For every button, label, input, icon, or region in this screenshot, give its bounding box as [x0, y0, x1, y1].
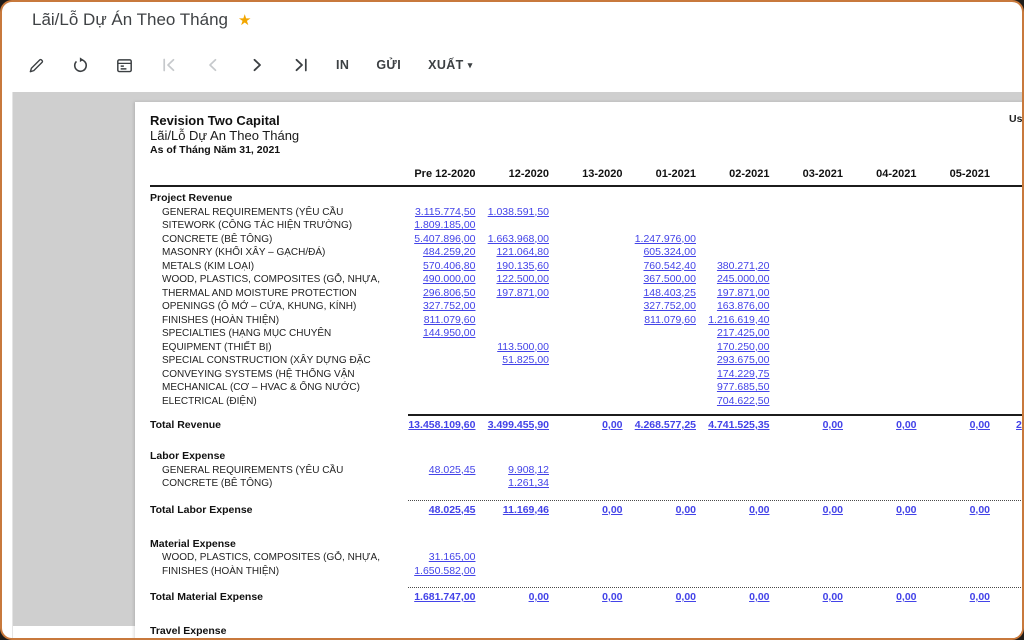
table-row: [150, 341, 1024, 355]
amount-link[interactable]: 0,00: [602, 591, 623, 603]
amount-link[interactable]: 570.406,80: [422, 259, 476, 272]
amount-link[interactable]: 31.165,00: [428, 551, 476, 563]
amount-link[interactable]: 11.169,46: [502, 503, 549, 516]
table-row: [150, 381, 1024, 395]
amount-link[interactable]: 0,00: [675, 503, 696, 516]
amount-link[interactable]: 197.871,00: [496, 286, 549, 299]
header-rule: [150, 185, 1024, 187]
amount-cell[interactable]: [623, 314, 697, 328]
amount-cell[interactable]: [476, 246, 550, 260]
amount-link[interactable]: 121.064,80: [496, 246, 549, 258]
export-button[interactable]: [428, 58, 473, 72]
total-amount-cell[interactable]: [402, 502, 476, 518]
table-row: [150, 551, 1024, 565]
total-amount-cell[interactable]: [917, 417, 991, 433]
total-rule: [408, 414, 1024, 416]
table-row: [150, 287, 1024, 301]
amount-cell[interactable]: [402, 565, 476, 579]
user-fragment: Us: [1009, 113, 1023, 125]
amount-link[interactable]: 0,00: [896, 503, 917, 516]
amount-cell[interactable]: [402, 273, 476, 287]
total-amount-cell[interactable]: [549, 417, 623, 433]
amount-cell[interactable]: [623, 260, 697, 274]
send-button[interactable]: GỬI: [376, 58, 402, 72]
total-amount-cell[interactable]: [696, 417, 770, 433]
table-row: [150, 327, 1024, 341]
amount-link[interactable]: 0,00: [896, 419, 917, 431]
row-label: GENERAL REQUIREMENTS (YÊU CẦU: [162, 206, 344, 218]
row-label: SITEWORK (CÔNG TÁC HIỆN TRƯỜNG): [162, 220, 353, 231]
amount-link[interactable]: 0,00: [822, 419, 843, 431]
total-amount-cell[interactable]: [549, 502, 623, 518]
amount-link[interactable]: 13.458.109,60: [408, 419, 476, 431]
amount-link[interactable]: 0,00: [822, 503, 843, 516]
amount-link[interactable]: 0,00: [969, 591, 990, 603]
amount-cell[interactable]: [696, 327, 770, 341]
total-row: [150, 589, 1024, 605]
total-amount-cell[interactable]: [917, 589, 991, 605]
print-button[interactable]: IN: [336, 58, 350, 72]
total-label: Total Material Expense: [150, 591, 264, 603]
total-amount-cell[interactable]: [770, 502, 844, 518]
amount-link[interactable]: 48.025,45: [428, 463, 476, 476]
table-row: [150, 477, 1024, 491]
export-button-label: XUẤT: [428, 58, 464, 72]
amount-link[interactable]: 1.038.591,50: [487, 205, 549, 218]
amount-link[interactable]: 977.685,50: [716, 381, 770, 393]
total-amount-cell[interactable]: [843, 417, 917, 433]
amount-link[interactable]: 4.741.525,35: [708, 419, 770, 431]
amount-cell[interactable]: [402, 260, 476, 274]
amount-link[interactable]: 3.115.774,50: [414, 205, 476, 218]
amount-link[interactable]: 811.079,60: [644, 313, 696, 326]
amount-cell[interactable]: [402, 287, 476, 301]
row-label: CONVEYING SYSTEMS (HỆ THỐNG VẬN: [162, 368, 355, 380]
total-amount-cell[interactable]: [402, 417, 476, 433]
amount-cell[interactable]: [696, 341, 770, 355]
table-row: [150, 233, 1024, 247]
first-page-icon[interactable]: [160, 57, 177, 74]
amount-link[interactable]: 163.876,00: [716, 300, 770, 312]
amount-link[interactable]: 0,00: [675, 591, 696, 603]
total-row: [150, 502, 1024, 518]
amount-link[interactable]: 367.500,00: [643, 273, 696, 285]
total-amount-cell[interactable]: [623, 589, 697, 605]
amount-cell[interactable]: [402, 300, 476, 314]
row-label: FINISHES (HOÀN THIỆN): [162, 565, 280, 577]
total-amount-cell[interactable]: [843, 589, 917, 605]
total-amount-cell[interactable]: [476, 502, 550, 518]
table-row: [150, 464, 1024, 478]
amount-link[interactable]: 380.271,20: [716, 259, 770, 272]
amount-link[interactable]: 0,00: [749, 503, 770, 516]
total-amount-cell[interactable]: [623, 502, 697, 518]
amount-link[interactable]: 1.681.747,00: [414, 591, 476, 603]
amount-cell[interactable]: [476, 206, 550, 220]
amount-link[interactable]: 5.407.896,00: [414, 232, 476, 245]
total-rule: [408, 587, 1024, 588]
amount-link[interactable]: 1.663.968,00: [487, 232, 549, 245]
table-row: [150, 246, 1024, 260]
amount-link[interactable]: 760.542,40: [643, 259, 696, 272]
amount-cell[interactable]: [696, 368, 770, 382]
amount-link[interactable]: 113.500,00: [497, 340, 549, 353]
amount-link[interactable]: 1.809.185,00: [414, 219, 476, 231]
amount-link[interactable]: 0,00: [822, 591, 843, 603]
total-amount-cell[interactable]: [696, 502, 770, 518]
amount-link[interactable]: 1.247.976,00: [634, 232, 696, 245]
amount-link[interactable]: 144.950,00: [422, 327, 476, 339]
amount-link[interactable]: 293.675,00: [716, 354, 770, 366]
amount-cell[interactable]: [402, 551, 476, 565]
total-amount-cell[interactable]: [549, 589, 623, 605]
table-row: [150, 314, 1024, 328]
amount-cell[interactable]: [476, 273, 550, 287]
row-label: WOOD, PLASTICS, COMPOSITES (GỖ, NHỰA,: [162, 552, 381, 563]
pencil-icon[interactable]: [28, 57, 45, 74]
amount-cell[interactable]: [402, 246, 476, 260]
total-amount-cell[interactable]: [770, 417, 844, 433]
amount-cell[interactable]: [623, 300, 697, 314]
amount-link[interactable]: 190.135,60: [496, 259, 549, 272]
report-as-of: As of Tháng Năm 31, 2021: [150, 144, 281, 156]
row-label: MECHANICAL (CƠ – HVAC & ỐNG NƯỚC): [162, 382, 360, 393]
last-page-icon[interactable]: [292, 57, 309, 74]
amount-cell[interactable]: [476, 341, 550, 355]
column-header: 04-2021: [876, 168, 917, 180]
amount-link[interactable]: 0,00: [969, 503, 990, 516]
row-label: EQUIPMENT (THIẾT BỊ): [162, 341, 272, 353]
report-page: [135, 102, 1024, 640]
amount-cell[interactable]: [696, 273, 770, 287]
amount-link[interactable]: 51.825,00: [502, 354, 549, 366]
amount-cell[interactable]: [402, 464, 476, 478]
table-row: [150, 260, 1024, 274]
column-header: 13-2020: [582, 168, 623, 180]
amount-link[interactable]: 484.259,20: [422, 246, 476, 258]
amount-cell[interactable]: [696, 300, 770, 314]
table-row: [150, 395, 1024, 409]
total-amount-cell[interactable]: [917, 502, 991, 518]
column-header-row: [150, 168, 1024, 182]
amount-link[interactable]: 148.403,25: [643, 286, 696, 299]
amount-link[interactable]: 217.425,00: [716, 327, 770, 339]
calendar-icon[interactable]: [116, 57, 133, 74]
table-row: [150, 206, 1024, 220]
row-label: SPECIALTIES (HẠNG MỤC CHUYÊN: [162, 328, 332, 339]
total-rule: [408, 500, 1024, 501]
total-amount-cell[interactable]: [696, 589, 770, 605]
amount-link[interactable]: 0,00: [602, 503, 623, 516]
favorite-star-icon[interactable]: ★: [238, 11, 252, 29]
amount-link[interactable]: 0,00: [749, 591, 770, 603]
section-header: Labor Expense: [150, 450, 226, 462]
amount-link[interactable]: 3.499.455,90: [487, 419, 549, 431]
amount-link[interactable]: 0,00: [602, 419, 623, 431]
amount-link[interactable]: 122.500,00: [496, 273, 549, 285]
row-label: CONCRETE (BÊ TÔNG): [162, 478, 273, 489]
amount-cell[interactable]: [402, 219, 476, 233]
amount-link[interactable]: 245.000,00: [716, 273, 770, 285]
amount-cell[interactable]: [476, 354, 550, 368]
total-label: Total Labor Expense: [150, 503, 253, 516]
amount-link[interactable]: 174.229,75: [716, 367, 770, 380]
row-label: SPECIAL CONSTRUCTION (XÂY DỰNG ĐẶC: [162, 355, 371, 366]
company-name: Revision Two Capital: [150, 113, 280, 128]
chevron-down-icon: ▾: [467, 60, 473, 70]
section-header: Material Expense: [150, 537, 236, 550]
row-label: METALS (KIM LOẠI): [162, 260, 255, 272]
total-amount-cell[interactable]: [843, 502, 917, 518]
clipped-amount-fragment[interactable]: 2: [1016, 419, 1022, 431]
amount-cell[interactable]: [623, 246, 697, 260]
report-title: Lãi/Lỗ Dự An Theo Tháng: [150, 128, 300, 143]
column-header: 02-2021: [729, 168, 770, 180]
amount-cell[interactable]: [476, 233, 550, 247]
row-label: WOOD, PLASTICS, COMPOSITES (GỖ, NHỰA,: [162, 274, 381, 285]
amount-cell[interactable]: [623, 287, 697, 301]
amount-cell[interactable]: [696, 260, 770, 274]
row-label: CONCRETE (BÊ TÔNG): [162, 233, 273, 245]
refresh-icon[interactable]: [72, 57, 89, 74]
amount-link[interactable]: 327.752,00: [422, 300, 476, 312]
report-table: [150, 192, 1024, 639]
total-amount-cell[interactable]: [623, 417, 697, 433]
amount-cell[interactable]: [402, 233, 476, 247]
toolbar: [28, 52, 473, 78]
amount-link[interactable]: 327.752,00: [643, 300, 696, 312]
amount-cell[interactable]: [476, 464, 550, 478]
amount-cell[interactable]: [623, 233, 697, 247]
amount-link[interactable]: 0,00: [969, 419, 990, 431]
amount-link[interactable]: 1.261,34: [508, 477, 549, 489]
amount-cell[interactable]: [476, 260, 550, 274]
section-header: Travel Expense: [150, 625, 227, 637]
amount-link[interactable]: 1.650.582,00: [414, 564, 476, 577]
amount-link[interactable]: 296.806,50: [422, 286, 476, 299]
total-label: Total Revenue: [150, 419, 221, 431]
amount-link[interactable]: 0,00: [528, 591, 549, 603]
total-amount-cell[interactable]: [476, 417, 550, 433]
amount-link[interactable]: 605.324,00: [643, 246, 696, 258]
amount-cell[interactable]: [696, 395, 770, 409]
row-label: FINISHES (HOÀN THIỆN): [162, 314, 280, 326]
total-amount-cell[interactable]: [402, 589, 476, 605]
next-page-icon[interactable]: [248, 57, 265, 74]
row-label: ELECTRICAL (ĐIỆN): [162, 395, 257, 407]
amount-cell[interactable]: [402, 206, 476, 220]
table-row: [150, 368, 1024, 382]
total-amount-cell[interactable]: [476, 589, 550, 605]
amount-link[interactable]: 48.025,45: [428, 503, 476, 516]
column-header: 03-2021: [802, 168, 843, 180]
page-title: Lãi/Lỗ Dự Án Theo Tháng: [32, 10, 228, 29]
amount-link[interactable]: 9.908,12: [508, 463, 549, 476]
section-header: Project Revenue: [150, 192, 233, 204]
amount-cell[interactable]: [476, 287, 550, 301]
table-row: [150, 565, 1024, 579]
amount-link[interactable]: 4.268.577,25: [634, 419, 696, 431]
amount-link[interactable]: 490.000,00: [422, 273, 476, 285]
total-amount-cell[interactable]: [770, 589, 844, 605]
column-header: 12-2020: [508, 168, 549, 180]
amount-link[interactable]: 704.622,50: [716, 394, 770, 407]
amount-cell[interactable]: [696, 287, 770, 301]
amount-cell[interactable]: [696, 381, 770, 395]
amount-link[interactable]: 0,00: [896, 591, 917, 603]
amount-cell[interactable]: [402, 314, 476, 328]
row-label: MASONRY (KHỐI XÂY – GẠCH/ĐÁ): [162, 247, 326, 258]
table-row: [150, 219, 1024, 233]
row-label: GENERAL REQUIREMENTS (YÊU CẦU: [162, 464, 344, 476]
amount-link[interactable]: 811.079,60: [423, 313, 476, 326]
amount-cell[interactable]: [476, 477, 550, 491]
app-header: [32, 10, 251, 30]
amount-link[interactable]: 1.216.619,40: [708, 313, 770, 326]
row-label: THERMAL AND MOISTURE PROTECTION: [162, 287, 357, 299]
row-label: OPENINGS (Ô MỞ – CỬA, KHUNG, KÍNH): [162, 301, 357, 312]
column-header: Pre 12-2020: [414, 168, 476, 180]
amount-cell[interactable]: [696, 314, 770, 328]
table-row: [150, 300, 1024, 314]
table-row: [150, 273, 1024, 287]
table-row: [150, 354, 1024, 368]
amount-link[interactable]: 197.871,00: [716, 286, 770, 299]
column-header: 01-2021: [655, 168, 696, 180]
amount-cell[interactable]: [402, 327, 476, 341]
amount-cell[interactable]: [623, 273, 697, 287]
amount-link[interactable]: 170.250,00: [716, 340, 770, 353]
amount-cell[interactable]: [696, 354, 770, 368]
previous-page-icon[interactable]: [204, 57, 221, 74]
column-header: 05-2021: [949, 168, 990, 180]
total-row: [150, 417, 1024, 433]
